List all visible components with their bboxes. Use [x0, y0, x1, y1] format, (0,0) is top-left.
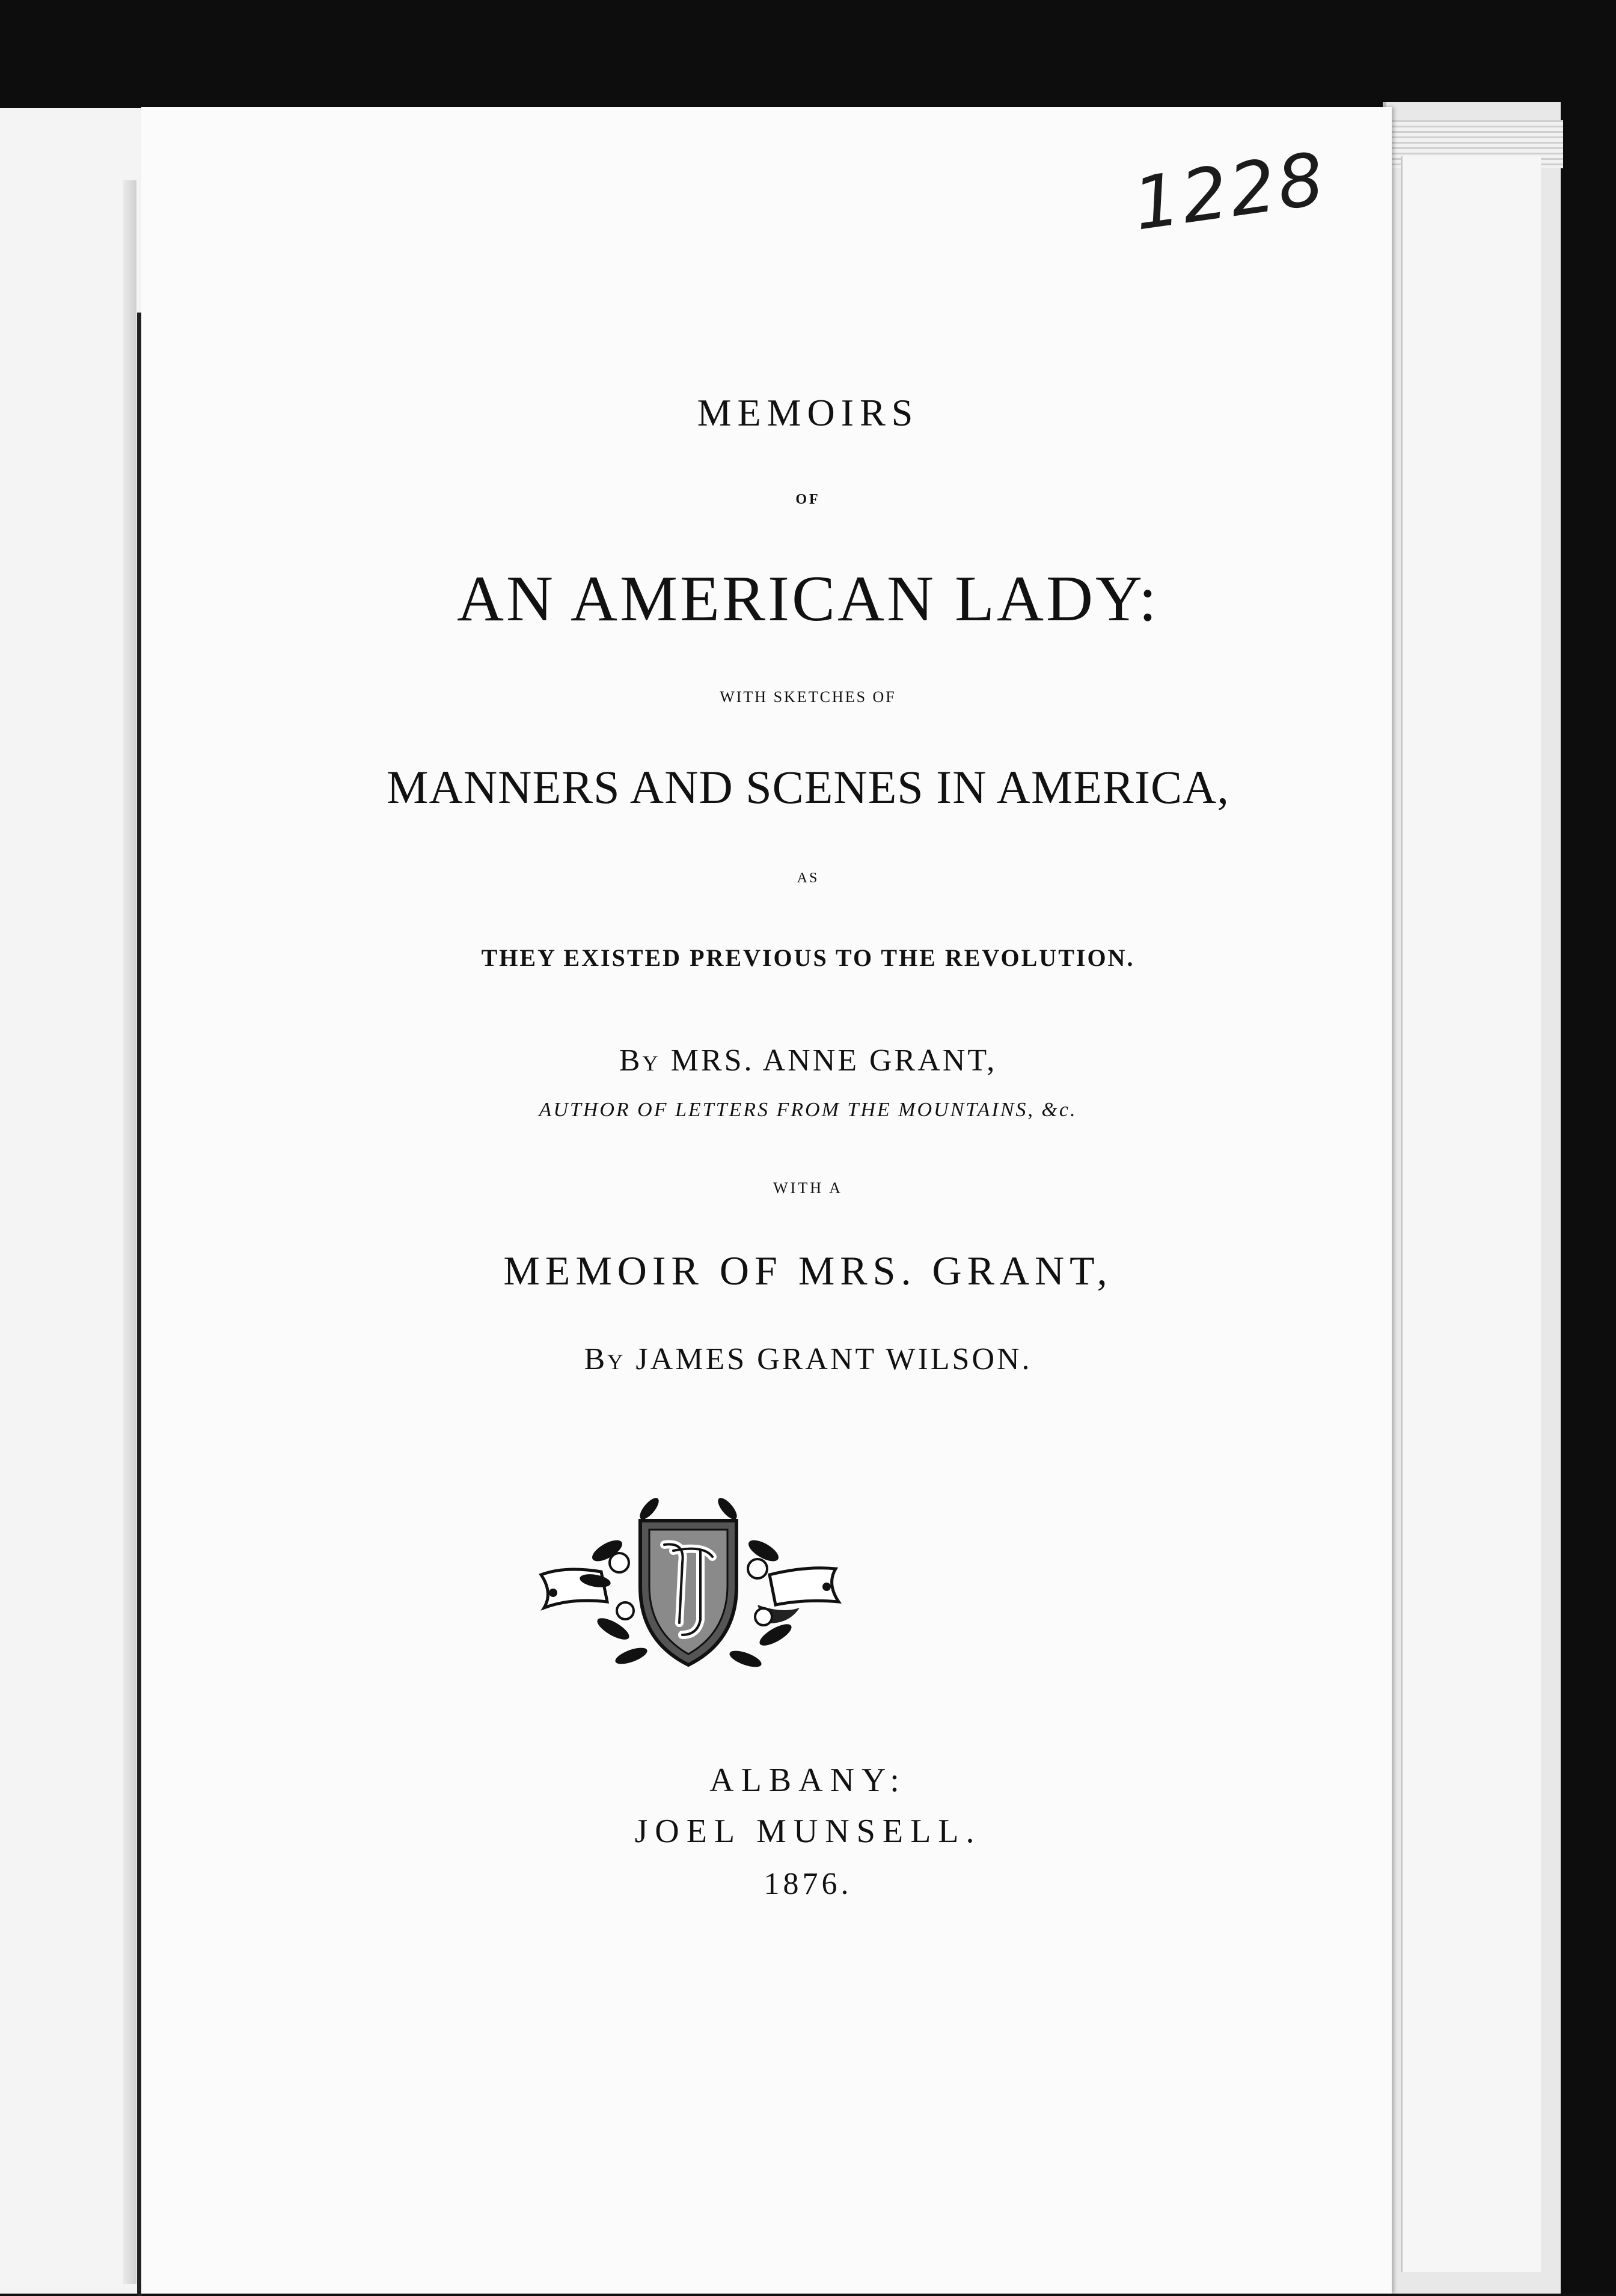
page-stack-inner — [1401, 156, 1541, 2272]
subtitle-existed: THEY EXISTED PREVIOUS TO THE REVOLUTION. — [481, 944, 1135, 971]
author-name: MRS. ANNE GRANT, — [660, 1043, 997, 1078]
author-note: AUTHOR OF LETTERS FROM THE MOUNTAINS, &c. — [539, 1099, 1077, 1121]
imprint-publisher: JOEL MUNSELL. — [634, 1813, 982, 1850]
imprint-year: 1876. — [764, 1867, 852, 1901]
by-small: Y — [642, 1051, 661, 1075]
editor-name: JAMES GRANT WILSON. — [625, 1342, 1032, 1376]
handwritten-shelf-number: 1228 — [1128, 137, 1332, 247]
by-cap: B — [619, 1043, 643, 1078]
author-line — [0, 1043, 1616, 1078]
by2-small: Y — [607, 1350, 626, 1374]
subtitle-with-sketches: WITH SKETCHES OF — [720, 688, 896, 706]
memoir-of-grant: MEMOIR OF MRS. GRANT, — [503, 1248, 1113, 1293]
main-title: AN AMERICAN LADY: — [456, 563, 1160, 635]
editor-line — [0, 1342, 1616, 1377]
title-of: OF — [795, 492, 821, 507]
monogram-shield-ornament-icon — [529, 1485, 848, 1683]
with-a: WITH A — [773, 1179, 843, 1197]
subtitle-manners: MANNERS AND SCENES IN AMERICA, — [387, 761, 1229, 813]
title-memoirs: MEMOIRS — [697, 391, 919, 434]
by2-cap: B — [584, 1342, 608, 1376]
subtitle-as: AS — [797, 870, 819, 886]
imprint-place: ALBANY: — [709, 1762, 907, 1799]
